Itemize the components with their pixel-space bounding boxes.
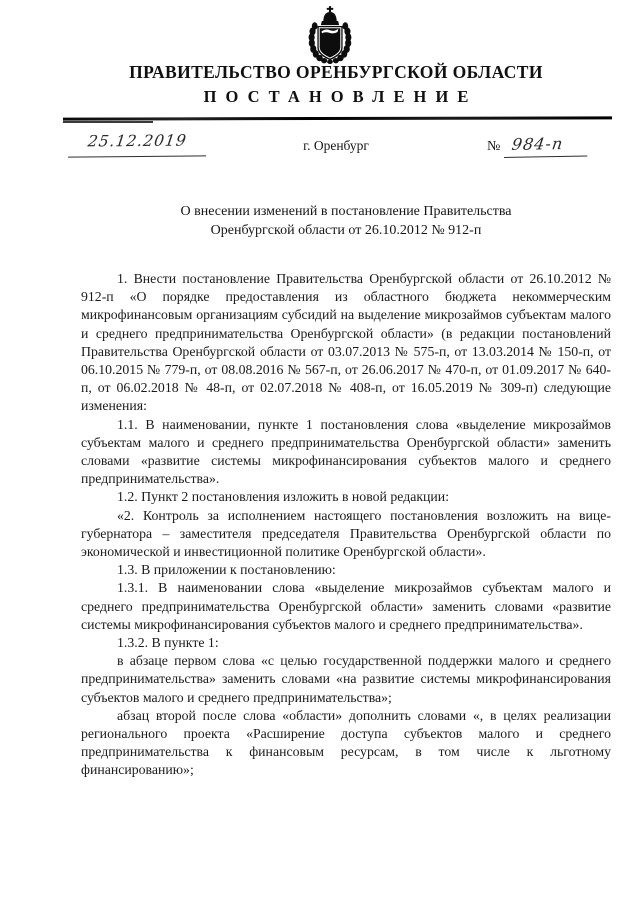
header-divider-line xyxy=(63,116,612,120)
body-paragraph: 1. Внести постановление Правительства Оренбургской области от 26.10.2012 № 912-п «О порядке предоставления из областного бюджета некоммерческим микрофинансовым организациям субсидий на выделение микрозаймов субъектам малого и среднего предпринимательства Оренбургской области» (в редакции постановлений Правительства Оренбургской области от 03.07.2013 № 575-п, от 13.03.2014 № 150-п, от 06.10.2015 № 779-п, от 08.08.2016 № 567-п, от 26.06.2017 № 470-п, от 01.09.2017 № 640-п, от 06.02.2018 № 48-п, от 02.07.2018 № 408-п, от 16.05.2019 № 309-п) следующие изменения: xyxy=(81,271,611,414)
document-body xyxy=(81,270,611,780)
document-number-value: 984-п xyxy=(504,134,591,158)
number-sign: № xyxy=(487,139,501,154)
body-paragraph: 1.2. Пункт 2 постановления изложить в новой редакции: xyxy=(117,489,450,505)
body-paragraph: в абзаце первом слова «с целью государственной поддержки малого и среднего предпринимательства» заменить словами «на развитие системы микрофинансирования субъектов малого и среднего предпринимательства»; xyxy=(81,653,611,705)
body-paragraph: 1.3. В приложении к постановлению: xyxy=(117,562,336,578)
orenburg-coat-of-arms-icon xyxy=(303,6,357,64)
document-title xyxy=(81,203,611,240)
document-title-line1: О внесении изменений в постановление Правительства xyxy=(180,204,512,219)
body-paragraph: «2. Контроль за исполнением настоящего постановления возложить на вице-губернатора – заместителя председателя Правительства Оренбургской области по экономической и инвестиционной политике Оренбургской области». xyxy=(81,507,611,560)
header-divider-scan-artifact xyxy=(63,121,153,123)
body-paragraph: 1.3.2. В пункте 1: xyxy=(117,635,219,651)
body-paragraph: 1.1. В наименовании, пункте 1 постановления слова «выделение микрозаймов субъектам малого и среднего предпринимательства Оренбургской области» заменить словами «развитие системы микрофинансирования субъектов малого и среднего предпринимательства». xyxy=(81,416,611,487)
document-date-value: 25.12.2019 xyxy=(86,131,188,151)
document-type-heading: ПОСТАНОВЛЕНИЕ xyxy=(203,87,478,106)
issuing-authority-name: ПРАВИТЕЛЬСТВО ОРЕНБУРГСКОЙ ОБЛАСТИ xyxy=(129,62,543,82)
document-number-field xyxy=(487,135,587,158)
document-title-line2: Оренбургской области от 26.10.2012 № 912-п xyxy=(210,222,482,238)
document-place: г. Оренбург xyxy=(303,138,369,153)
body-paragraph: абзац второй после слова «области» дополнить словами «, в целях реализации регионального проекта «Расширение доступа субъектов малого и среднего предпринимательства к финансовым ресурсам, в том числе к льготному финансированию»; xyxy=(81,707,611,778)
body-paragraph: 1.3.1. В наименовании слова «выделение микрозаймов субъектам малого и среднего предпринимательства Оренбургской области» заменить словами «развитие системы микрофинансирования субъектов малого и среднего предпринимательства». xyxy=(81,580,611,632)
